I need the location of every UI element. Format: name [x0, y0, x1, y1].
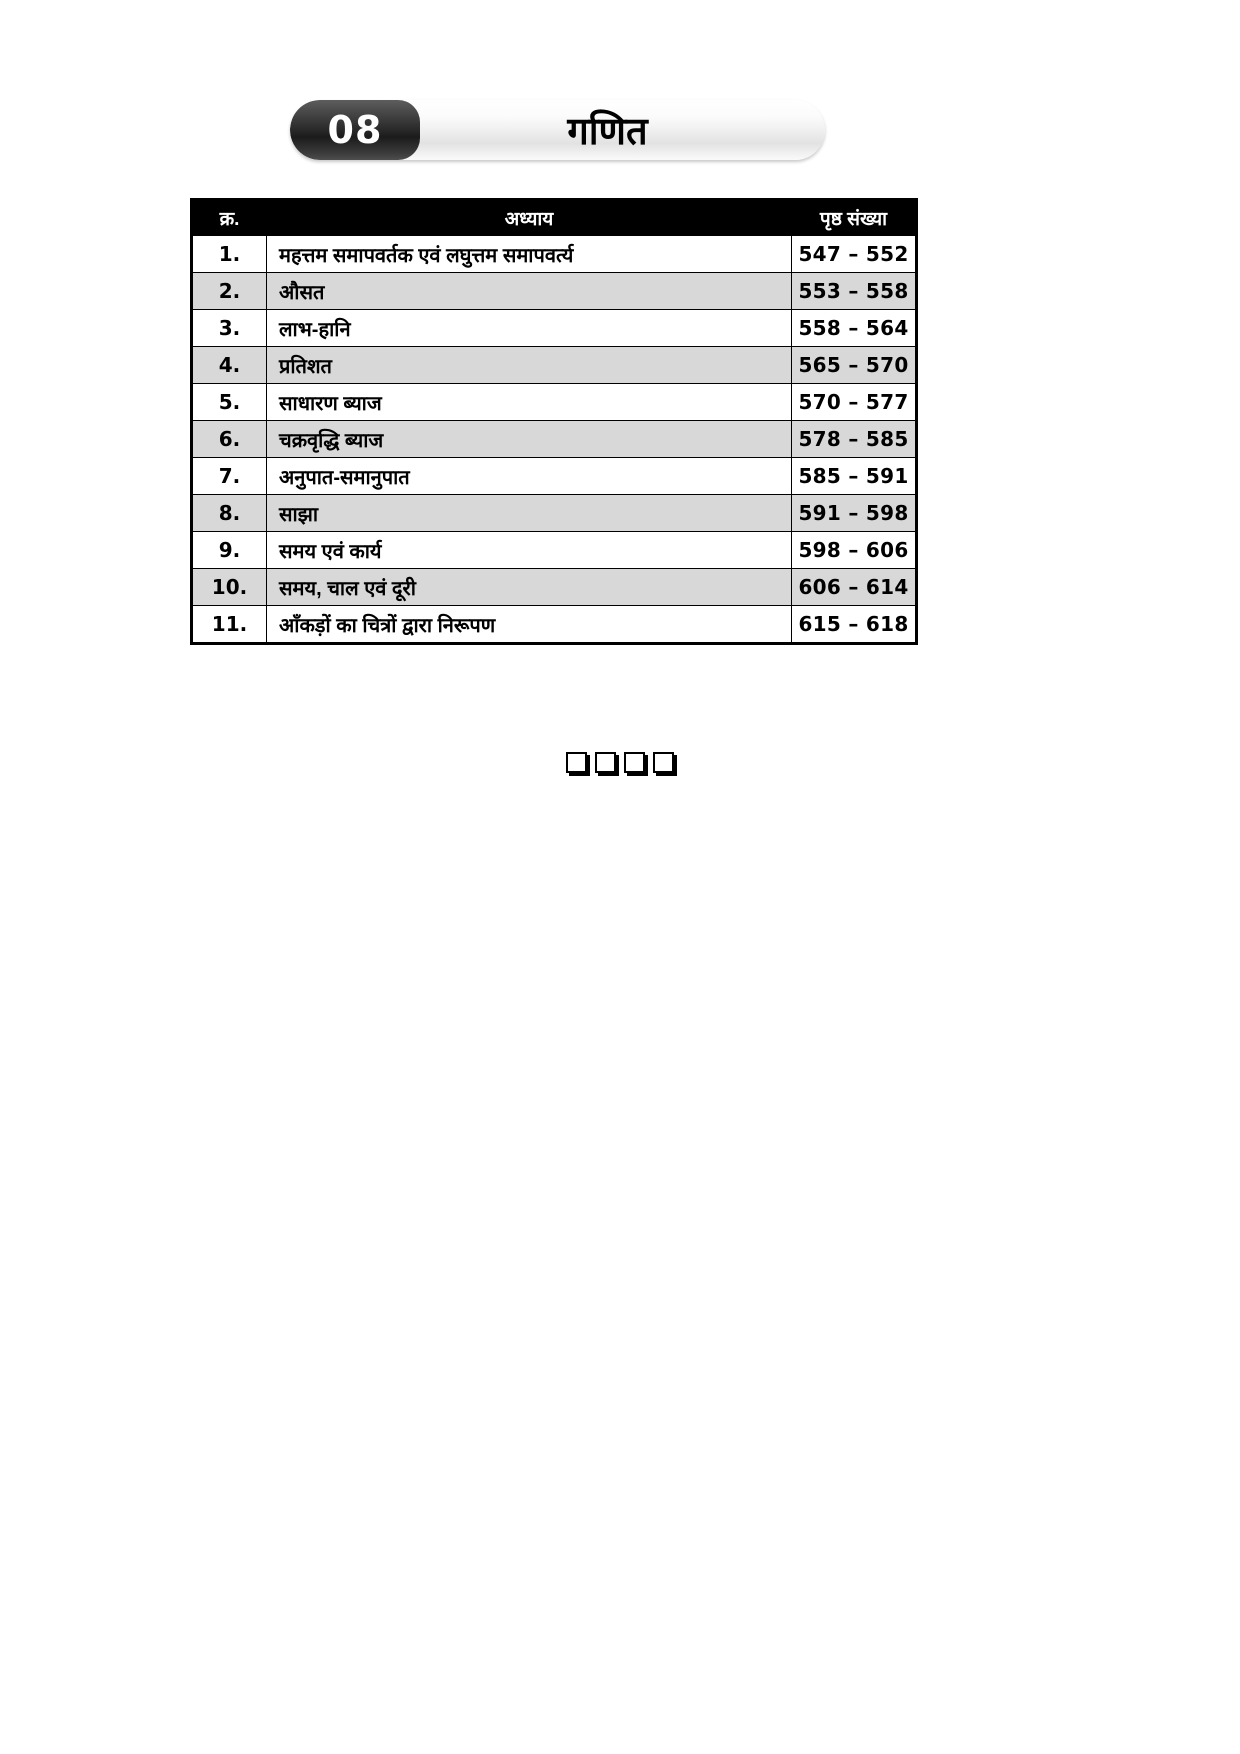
table-row [192, 310, 917, 347]
cell-sr: 10. [192, 569, 267, 606]
cell-pages: 578 – 585 [792, 421, 917, 458]
cell-pages: 558 – 564 [792, 310, 917, 347]
cell-pages: 570 – 577 [792, 384, 917, 421]
cell-chapter: साधारण ब्याज [267, 384, 792, 421]
table-row [192, 495, 917, 532]
table-row [192, 569, 917, 606]
table-row [192, 532, 917, 569]
cell-sr: 1. [192, 236, 267, 273]
square-icon [624, 752, 645, 773]
cell-chapter: लाभ-हानि [267, 310, 792, 347]
cell-chapter: साझा [267, 495, 792, 532]
table-row [192, 458, 917, 495]
cell-sr: 9. [192, 532, 267, 569]
table-row [192, 384, 917, 421]
cell-pages: 565 – 570 [792, 347, 917, 384]
cell-sr: 3. [192, 310, 267, 347]
chapter-number-badge [290, 100, 420, 160]
cell-chapter: अनुपात-समानुपात [267, 458, 792, 495]
cell-pages: 615 – 618 [792, 606, 917, 644]
cell-chapter: समय, चाल एवं दूरी [267, 569, 792, 606]
table-row [192, 236, 917, 273]
cell-pages: 598 – 606 [792, 532, 917, 569]
cell-chapter: समय एवं कार्य [267, 532, 792, 569]
table-row [192, 421, 917, 458]
square-icon [566, 752, 587, 773]
cell-chapter: औसत [267, 273, 792, 310]
cell-chapter: प्रतिशत [267, 347, 792, 384]
column-header-pages: पृष्ठ संख्या [792, 200, 917, 236]
chapter-number-text: 08 [327, 108, 383, 152]
cell-sr: 6. [192, 421, 267, 458]
column-header-chapter: अध्याय [267, 200, 792, 236]
footer-decoration [0, 752, 1240, 773]
cell-chapter: चक्रवृद्धि ब्याज [267, 421, 792, 458]
cell-pages: 585 – 591 [792, 458, 917, 495]
chapter-banner [290, 100, 825, 160]
cell-pages: 591 – 598 [792, 495, 917, 532]
table-row [192, 273, 917, 310]
table-row [192, 347, 917, 384]
table-header [192, 200, 917, 236]
chapter-title-area [420, 100, 825, 160]
cell-chapter: महत्तम समापवर्तक एवं लघुत्तम समापवर्त्य [267, 236, 792, 273]
cell-sr: 7. [192, 458, 267, 495]
chapter-index-table [190, 198, 918, 645]
cell-sr: 5. [192, 384, 267, 421]
column-header-sr: क्र. [192, 200, 267, 236]
cell-pages: 553 – 558 [792, 273, 917, 310]
table-row [192, 606, 917, 644]
table-body [192, 236, 917, 644]
square-icon [595, 752, 616, 773]
cell-sr: 2. [192, 273, 267, 310]
table-header-row [192, 200, 917, 236]
cell-sr: 11. [192, 606, 267, 644]
cell-pages: 547 – 552 [792, 236, 917, 273]
cell-chapter: आँकड़ों का चित्रों द्वारा निरूपण [267, 606, 792, 644]
cell-sr: 8. [192, 495, 267, 532]
cell-sr: 4. [192, 347, 267, 384]
page-title: गणित [567, 111, 648, 153]
square-icon [653, 752, 674, 773]
cell-pages: 606 – 614 [792, 569, 917, 606]
